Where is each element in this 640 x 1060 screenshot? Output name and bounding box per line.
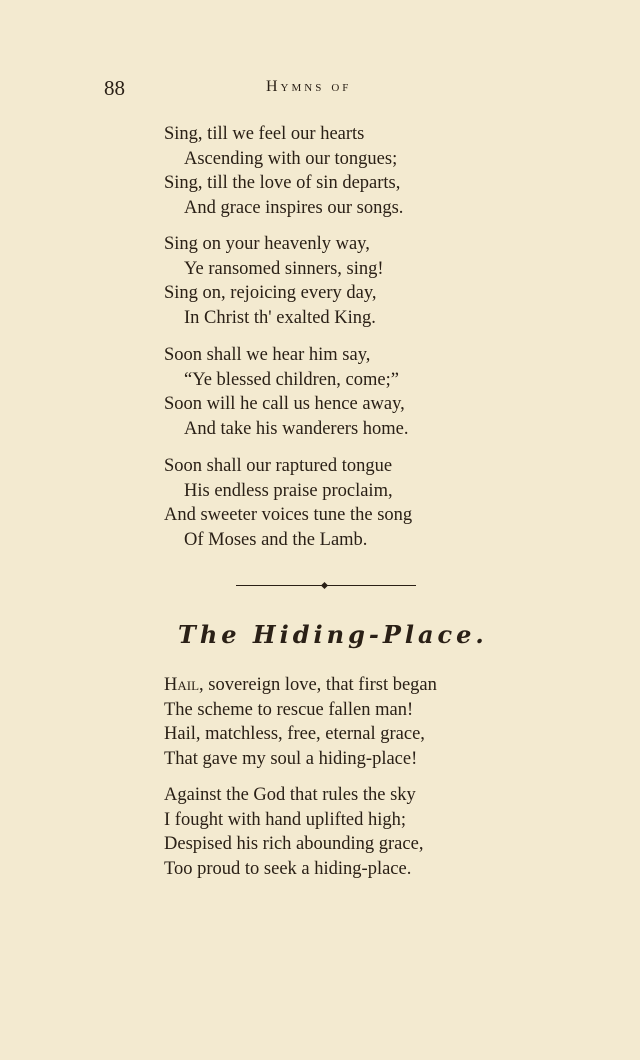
- verse-line: Too proud to seek a hiding-place.: [164, 858, 412, 879]
- verse-line: “Ye blessed children, come;”: [184, 369, 399, 390]
- verse-line: In Christ th' exalted King.: [184, 307, 376, 328]
- stanza-2: [164, 232, 384, 330]
- verse-line: And grace inspires our songs.: [184, 197, 404, 218]
- verse-line: And take his wanderers home.: [184, 418, 409, 439]
- verse-line: Soon shall our raptured tongue: [164, 456, 393, 476]
- verse-line: Ye ransomed sinners, sing!: [184, 258, 384, 279]
- verse-line: Sing on, rejoicing every day,: [164, 283, 377, 303]
- verse-line: That gave my soul a hiding-place!: [164, 748, 418, 769]
- verse-line: Soon will he call us hence away,: [164, 394, 405, 414]
- verse-line: Sing, till the love of sin departs,: [164, 173, 401, 193]
- verse-line: Hail, matchless, free, eternal grace,: [164, 724, 425, 744]
- stanza-6: [164, 783, 423, 881]
- verse-line: Despised his rich abounding grace,: [164, 834, 424, 854]
- verse-line: His endless praise proclaim,: [184, 480, 393, 501]
- verse-line: I fought with hand uplifted high;: [164, 809, 407, 830]
- stanza-3: [164, 343, 409, 441]
- verse-line: Ascending with our tongues;: [184, 148, 398, 169]
- verse-line-rest: sovereign love, that first began: [208, 675, 437, 695]
- section-divider: [236, 584, 416, 587]
- verse-line: The scheme to rescue fallen man!: [164, 699, 414, 720]
- verse-line: Sing on your heavenly way,: [164, 234, 370, 254]
- verse-line: And sweeter voices tune the song: [164, 505, 413, 525]
- verse-line: Soon shall we hear him say,: [164, 345, 371, 365]
- divider-ornament: [321, 582, 328, 589]
- verse-line: Against the God that rules the sky: [164, 785, 416, 805]
- stanza-1: [164, 122, 403, 220]
- page-number: 88: [104, 76, 125, 100]
- verse-line: Of Moses and the Lamb.: [184, 529, 368, 550]
- verse-line: Sing, till we feel our hearts: [164, 124, 365, 144]
- stanza-4: [164, 454, 412, 552]
- stanza-5: [164, 673, 437, 771]
- initial-word: Hail,: [164, 675, 204, 695]
- hymn-title: The Hiding-Place.: [178, 620, 488, 649]
- running-head: Hymns of: [266, 78, 352, 95]
- verse-line: [164, 673, 437, 698]
